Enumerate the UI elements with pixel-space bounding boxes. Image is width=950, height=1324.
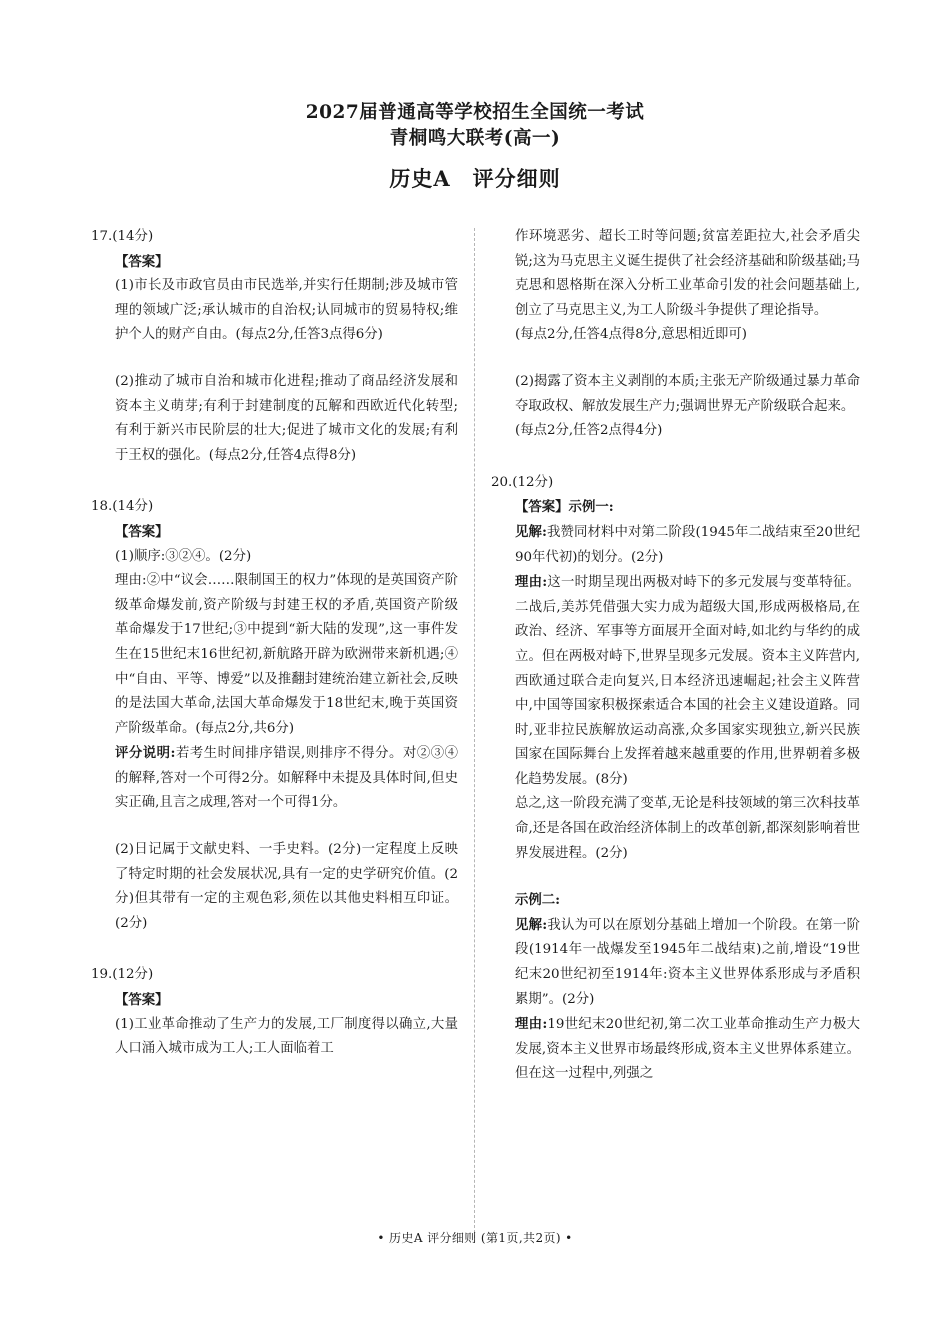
scoring-note-text: 若考生时间排序错误,则排序不得分。对②③④的解释,答对一个可得2分。如解释中未提及具体时间,但史实正确,且言之成理,答对一个可得1分。 bbox=[115, 746, 458, 811]
example1-view bbox=[515, 520, 860, 570]
exam-subtitle: 青桐鸣大联考(高一) bbox=[389, 128, 561, 149]
question-19-number: 19.(12分) bbox=[91, 967, 154, 983]
q17-part1: (1)市长及市政官员由市民选举,并实行任期制;涉及城市管理的领域广泛;承认城市的自治权;认同城市的贸易特权;维护个人的财产自由。(每点2分,任答3点得6分) bbox=[115, 278, 458, 343]
page-header bbox=[0, 100, 950, 194]
reason-label: 理由: bbox=[515, 574, 548, 591]
answer-label: 【答案】 bbox=[115, 253, 169, 270]
q18-part1-reason: 理由:②中“议会……限制国王的权力”体现的是英国资产阶级革命爆发前,资产阶级与封建王权的矛盾,英国资产阶级革命爆发于17世纪;③中提到“新大陆的发现”,这一事件发生在15世纪末16世纪初,新航路开辟为欧洲带来新机遇;④中“自由、平等、博爱”以及推翻封建统治建立新社会,反映的是法国大革命,法国大革命爆发于18世纪末,晚于英国资产阶级革命。(每点2分,共6分) bbox=[115, 573, 458, 736]
q17-part2: (2)推动了城市自治和城市化进程;推动了商品经济发展和资本主义萌芽;有利于封建制度的瓦解和西欧近代化转型;有利于新兴市民阶层的壮大;促进了城市文化的发展;有利于王权的强化。(每点2分,任答4点得8分) bbox=[115, 373, 458, 463]
doc-title bbox=[0, 164, 950, 194]
question-20-number: 20.(12分) bbox=[491, 474, 554, 490]
question-19-answer-cont bbox=[491, 225, 860, 444]
exam-title: 2027届普通高等学校招生全国统一考试 bbox=[305, 102, 645, 123]
view-text: 我赞同材料中对第二阶段(1945年二战结束至20世纪90年代初)的划分。(2分) bbox=[515, 524, 860, 565]
q18-part1-order: (1)顺序:③②④。(2分) bbox=[115, 548, 252, 564]
view-text: 我认为可以在原划分基础上增加一个阶段。在第一阶段(1914年一战爆发至1945年二战结束)之前,增设“19世纪末20世纪初至1914年:资本主义世界体系形成与矛盾积累期”。(2分) bbox=[515, 917, 860, 1007]
example1-reason bbox=[515, 570, 860, 792]
column-divider bbox=[474, 228, 475, 1243]
reason-text: 这一时期呈现出两极对峙下的多元发展与变革特征。二战后,美苏凭借强大实力成为超级大国,形成两极格局,在政治、经济、军事等方面展开全面对峙,如北约与华约的成立。但在两极对峙下,世界呈现多元发展。资本主义阵营内,西欧通过联合走向复兴,日本经济迅速崛起;社会主义阵营中,中国等国家积极探索适合本国的社会主义建设道路。同时,亚非拉民族解放运动高涨,众多国家实现独立,新兴民族国家在国际舞台上发挥着越来越重要的作用,世界朝着多极化趋势发展。(8分) bbox=[515, 575, 860, 787]
view-label: 见解: bbox=[515, 916, 548, 933]
reason-text: 19世纪末20世纪初,第二次工业革命推动生产力极大发展,资本主义世界市场最终形成,资本主义世界体系建立。但在这一过程中,列强之 bbox=[515, 1017, 860, 1082]
page-footer: • 历史A 评分细则 (第1页,共2页) • bbox=[377, 1231, 573, 1245]
left-column bbox=[91, 225, 458, 1062]
doc-type: 评分细则 bbox=[472, 166, 561, 191]
example1-summary: 总之,这一阶段充满了变革,无论是科技领域的第三次科技革命,还是各国在政治经济体制上的改革创新,都深刻影响着世界发展进程。(2分) bbox=[515, 796, 860, 861]
question-17-answer bbox=[91, 250, 458, 469]
answer-example2-label: 示例二: bbox=[515, 892, 561, 909]
q19-part1-score: (每点2分,任答4点得8分,意思相近即可) bbox=[515, 327, 747, 343]
q19-part1-cont: 作环境恶劣、超长工时等问题;贫富差距拉大,社会矛盾尖锐;这为马克思主义诞生提供了社会经济基础和阶级基础;马克思和恩格斯在深入分析工业革命引发的社会问题基础上,创立了马克思主义,为工人阶级斗争提供了理论指导。 bbox=[515, 229, 860, 318]
question-18-number: 18.(14分) bbox=[91, 499, 154, 515]
question-17-number: 17.(14分) bbox=[91, 229, 154, 244]
question-18-answer bbox=[91, 520, 458, 937]
q18-scoring-note bbox=[115, 741, 458, 816]
q19-part2: (2)揭露了资本主义剥削的本质;主张无产阶级通过暴力革命夺取政权、解放发展生产力;强调世界无产阶级联合起来。 bbox=[515, 373, 860, 414]
reason-label: 理由: bbox=[515, 1016, 548, 1033]
q18-part2: (2)日记属于文献史料、一手史料。(2分)一定程度上反映了特定时期的社会发展状况,具有一定的史学研究价值。(2分)但其带有一定的主观色彩,须佐以其他史料相互印证。(2分) bbox=[115, 842, 458, 931]
view-label: 见解: bbox=[515, 523, 547, 540]
answer-example1-label: 【答案】示例一: bbox=[515, 499, 614, 516]
scoring-note-label: 评分说明: bbox=[115, 745, 176, 762]
subject-name: 历史A bbox=[389, 166, 451, 191]
example2-view bbox=[515, 913, 860, 1012]
example2-reason bbox=[515, 1012, 860, 1087]
question-20-answer bbox=[491, 495, 860, 1087]
right-column bbox=[491, 225, 860, 1087]
q19-part1-start: (1)工业革命推动了生产力的发展,工厂制度得以确立,大量人口涌入城市成为工人;工人面临着工 bbox=[115, 1016, 458, 1057]
q19-part2-score: (每点2分,任答2点得4分) bbox=[515, 423, 663, 439]
answer-label: 【答案】 bbox=[115, 992, 169, 1009]
answer-label: 【答案】 bbox=[115, 523, 169, 540]
question-19-answer bbox=[91, 988, 458, 1062]
